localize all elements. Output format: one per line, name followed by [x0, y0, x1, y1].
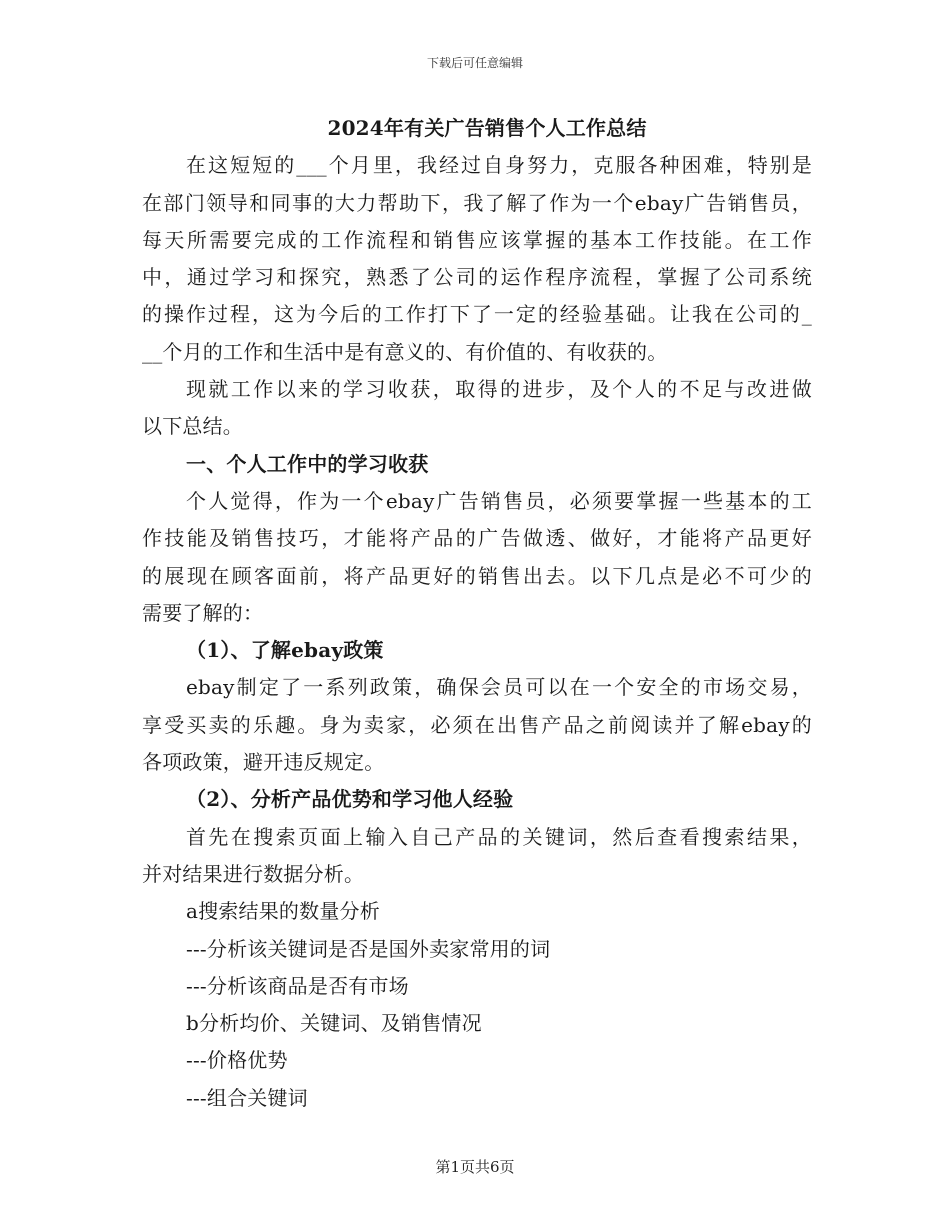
- text-line: 作技能及销售技巧，才能将产品的广告做透、做好，才能将产品更好: [142, 526, 812, 551]
- text-line: 各项政策，避开违反规定。: [142, 750, 385, 775]
- section-heading: （2）、分析产品优势和学习他人经验: [186, 787, 514, 812]
- text-line: 在部门领导和同事的大力帮助下，我了解了作为一个ebay广告销售员，: [142, 190, 812, 215]
- text-line: 享受买卖的乐趣。身为卖家，必须在出售产品之前阅读并了解ebay的: [142, 712, 812, 737]
- text-line: 的操作过程，这为今后的工作打下了一定的经验基础。让我在公司的_: [142, 302, 812, 327]
- paragraph-lines: [142, 147, 812, 1117]
- text-line: 现就工作以来的学习收获，取得的进步，及个人的不足与改进做: [186, 377, 812, 402]
- text-line: ---分析该关键词是否是国外卖家常用的词: [186, 936, 551, 961]
- text-line: 需要了解的：: [142, 600, 264, 625]
- section-heading: （1）、了解ebay政策: [186, 638, 384, 663]
- page-footer: 第1页共6页: [435, 1158, 515, 1176]
- text-line: 个人觉得，作为一个ebay广告销售员，必须要掌握一些基本的工: [186, 488, 812, 513]
- text-line: 并对结果进行数据分析。: [142, 861, 365, 886]
- text-line: 中，通过学习和探究，熟悉了公司的运作程序流程，掌握了公司系统: [142, 265, 812, 290]
- text-line: 的展现在顾客面前，将产品更好的销售出去。以下几点是必不可少的: [142, 563, 812, 588]
- document-body: [142, 110, 812, 1117]
- text-line: 在这短短的___个月里，我经过自身努力，克服各种困难，特别是: [186, 153, 812, 178]
- text-line: 每天所需要完成的工作流程和销售应该掌握的基本工作技能。在工作: [142, 227, 812, 252]
- text-line: ---分析该商品是否有市场: [186, 973, 409, 998]
- text-line: 以下总结。: [142, 414, 243, 439]
- page-header: 下载后可任意编辑: [426, 56, 523, 70]
- text-line: __个月的工作和生活中是有意义的、有价值的、有收获的。: [142, 339, 668, 364]
- text-line: a搜索结果的数量分析: [186, 899, 380, 924]
- document-title: 2024年有关广告销售个人工作总结: [327, 116, 647, 140]
- text-line: ebay制定了一系列政策，确保会员可以在一个安全的市场交易，: [186, 675, 812, 700]
- text-line: 首先在搜索页面上输入自己产品的关键词，然后查看搜索结果，: [186, 824, 812, 849]
- section-heading: 一、个人工作中的学习收获: [186, 451, 429, 476]
- text-line: b分析均价、关键词、及销售情况: [186, 1011, 482, 1036]
- text-line: ---价格优势: [186, 1048, 288, 1073]
- text-line: ---组合关键词: [186, 1085, 308, 1110]
